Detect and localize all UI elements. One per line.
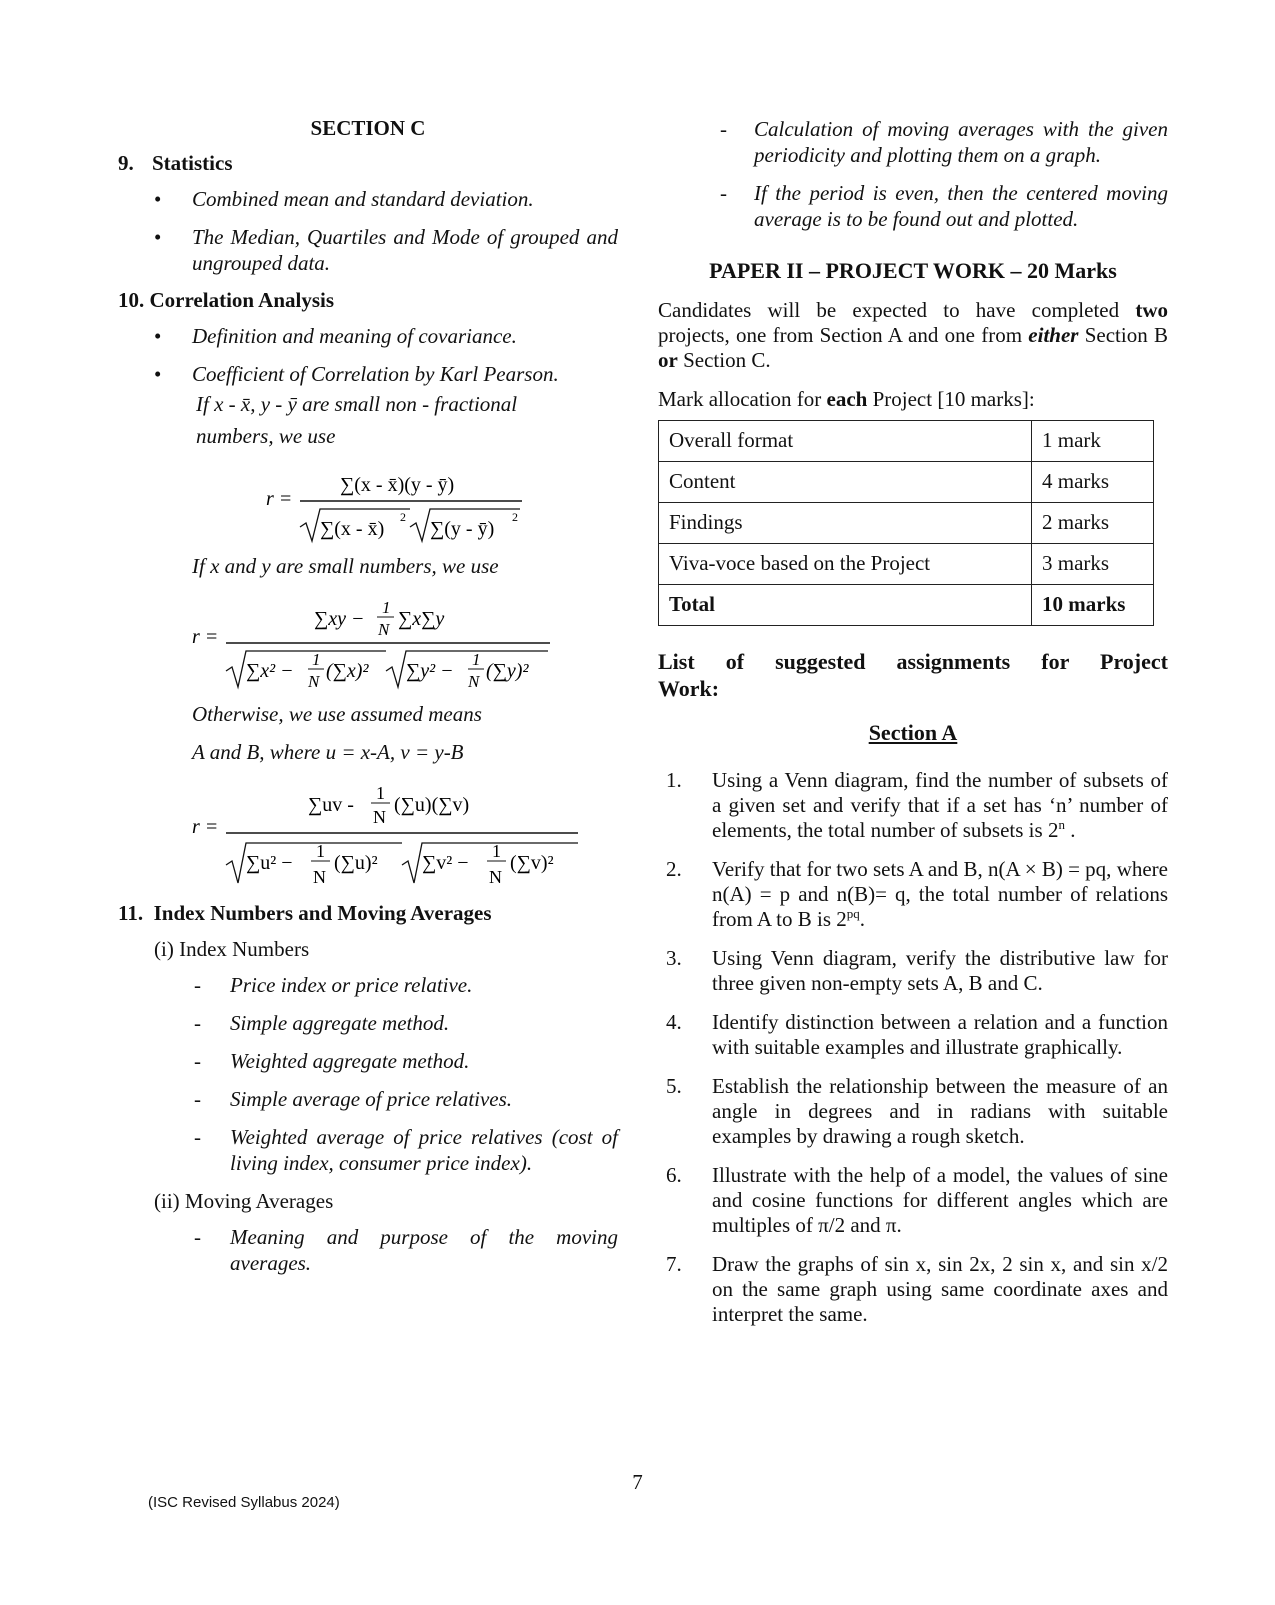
table-cell: 3 marks bbox=[1032, 544, 1154, 585]
bullet-covariance: • Definition and meaning of covariance. bbox=[118, 323, 618, 349]
svg-text:(∑y)²: (∑y)² bbox=[486, 660, 529, 682]
table-row bbox=[659, 421, 1154, 462]
formula-pearson-assumed bbox=[118, 771, 618, 891]
svg-text:2: 2 bbox=[512, 510, 518, 524]
if-x-y-small: If x and y are small numbers, we use bbox=[192, 554, 499, 578]
heading-index-numbers: 11. Index Numbers and Moving Averages bbox=[118, 901, 492, 925]
otherwise-text: Otherwise, we use assumed means bbox=[192, 702, 482, 726]
svg-text:1: 1 bbox=[472, 650, 481, 669]
list-item: 4. Identify distinction between a relation and a function with suitable examples and illustrate graphically. bbox=[666, 1010, 1168, 1059]
table-row bbox=[659, 544, 1154, 585]
assignments-heading: List of suggested assignments for Project Work: bbox=[658, 649, 1168, 701]
svg-text:N: N bbox=[313, 867, 326, 887]
mark-allocation-text: Mark allocation for each Project [10 marks]: bbox=[658, 387, 1035, 411]
list-item: 7. Draw the graphs of sin x, sin 2x, 2 sin x, and sin x/2 on the same graph using same coordinate axes and interpret the same. bbox=[666, 1252, 1168, 1326]
dash-simple-average: - Simple average of price relatives. bbox=[118, 1086, 618, 1112]
table-cell: 4 marks bbox=[1032, 462, 1154, 503]
table-row bbox=[659, 503, 1154, 544]
dash-weighted-average: - Weighted average of price relatives (cost of living index, consumer price index). bbox=[118, 1124, 618, 1176]
dash-period-even: - If the period is even, then the centered moving average is to be found out and plotted. bbox=[658, 180, 1168, 232]
heading-statistics: 9. Statistics bbox=[118, 151, 233, 175]
dash-price-index: - Price index or price relative. bbox=[118, 972, 618, 998]
table-row bbox=[659, 462, 1154, 503]
svg-text:1: 1 bbox=[376, 783, 385, 803]
formula-pearson-direct bbox=[118, 589, 618, 693]
table-cell: Findings bbox=[659, 503, 1032, 544]
bullet-median: • The Median, Quartiles and Mode of grouped and ungrouped data. bbox=[118, 224, 618, 276]
svg-text:∑(y - ȳ): ∑(y - ȳ) bbox=[430, 518, 495, 540]
dash-simple-aggregate: - Simple aggregate method. bbox=[118, 1010, 618, 1036]
svg-text:(∑u)(∑v): (∑u)(∑v) bbox=[394, 794, 470, 816]
svg-text:1: 1 bbox=[316, 841, 325, 861]
list-item: 6. Illustrate with the help of a model, the values of sine and cosine functions for different angles which are multiples of π/2 and π. bbox=[666, 1163, 1168, 1237]
formula-pearson-basic bbox=[118, 453, 618, 545]
svg-text:∑u² −: ∑u² − bbox=[246, 852, 293, 874]
table-cell: Total bbox=[659, 585, 1032, 626]
table-cell: Content bbox=[659, 462, 1032, 503]
svg-text:∑xy −: ∑xy − bbox=[314, 608, 365, 630]
svg-text:∑x∑y: ∑x∑y bbox=[398, 608, 445, 630]
list-item: 1. Using a Venn diagram, find the number of subsets of a given set and verify that if a set has ‘n’ number of elements, the total number of subsets is 2$^n$ . bbox=[666, 768, 1168, 842]
svg-text:N: N bbox=[468, 672, 480, 691]
heading-correlation: 10. Correlation Analysis bbox=[118, 288, 335, 312]
table-cell: Viva-voce based on the Project bbox=[659, 544, 1032, 585]
footer-text: (ISC Revised Syllabus 2024) bbox=[148, 1494, 340, 1511]
table-cell: Overall format bbox=[659, 421, 1032, 462]
if-small-text: If x - x̄, y - ȳ are small non - fractional bbox=[196, 392, 518, 416]
svg-text:N: N bbox=[308, 672, 320, 691]
svg-text:N: N bbox=[378, 620, 390, 639]
svg-text:1: 1 bbox=[312, 650, 321, 669]
table-cell: 10 marks bbox=[1032, 585, 1154, 626]
svg-text:(∑x)²: (∑x)² bbox=[326, 660, 369, 682]
section-a-heading: Section A bbox=[868, 720, 958, 745]
candidates-paragraph: Candidates will be expected to have completed two projects, one from Section A and one from either Section B or Section C. bbox=[658, 298, 1168, 372]
right-column bbox=[658, 116, 1168, 1341]
numbers-we-use: numbers, we use bbox=[196, 424, 336, 448]
paper-ii-title: PAPER II – PROJECT WORK – 20 Marks bbox=[709, 258, 1117, 283]
dash-meaning-purpose: - Meaning and purpose of the moving averages. bbox=[118, 1224, 618, 1276]
svg-text:2: 2 bbox=[400, 510, 406, 524]
marks-table bbox=[658, 420, 1154, 626]
svg-text:r =: r = bbox=[192, 816, 219, 838]
svg-text:r =: r = bbox=[266, 488, 293, 510]
left-column bbox=[118, 116, 618, 1288]
subheading-index-numbers: (i) Index Numbers bbox=[154, 937, 310, 961]
svg-text:∑(x - x̄): ∑(x - x̄) bbox=[320, 518, 385, 540]
svg-text:(∑v)²: (∑v)² bbox=[510, 852, 554, 874]
dash-weighted-aggregate: - Weighted aggregate method. bbox=[118, 1048, 618, 1074]
bullet-combined-mean: • Combined mean and standard deviation. bbox=[118, 186, 618, 212]
section-c-title: SECTION C bbox=[310, 116, 426, 140]
table-cell: 1 mark bbox=[1032, 421, 1154, 462]
svg-text:1: 1 bbox=[382, 598, 391, 617]
assumed-means-text: A and B, where u = x-A, v = y-B bbox=[192, 740, 464, 764]
bullet-karl-pearson: • Coefficient of Correlation by Karl Pearson. bbox=[118, 361, 618, 387]
svg-text:∑v² −: ∑v² − bbox=[422, 852, 469, 874]
svg-text:N: N bbox=[489, 867, 502, 887]
subheading-moving-averages: (ii) Moving Averages bbox=[154, 1189, 334, 1213]
list-item: 2. Verify that for two sets A and B, n(A × B) = pq, where n(A) = p and n(B)= q, the total number of relations from A to B is $2^{pq}$. bbox=[666, 857, 1168, 931]
svg-text:(∑u)²: (∑u)² bbox=[334, 852, 378, 874]
page-number: 7 bbox=[632, 1470, 643, 1494]
svg-text:∑y² −: ∑y² − bbox=[406, 660, 454, 682]
svg-text:∑uv -: ∑uv - bbox=[308, 794, 354, 816]
table-row-total bbox=[659, 585, 1154, 626]
list-item: 3. Using Venn diagram, verify the distributive law for three given non-empty sets A, B and C. bbox=[666, 946, 1168, 995]
svg-text:∑x² −: ∑x² − bbox=[246, 660, 294, 682]
svg-text:N: N bbox=[373, 807, 386, 827]
dash-calculation-moving: - Calculation of moving averages with the given periodicity and plotting them on a graph. bbox=[658, 116, 1168, 168]
svg-text:∑(x - x̄)(y - ȳ): ∑(x - x̄)(y - ȳ) bbox=[340, 474, 455, 496]
svg-text:1: 1 bbox=[492, 841, 501, 861]
list-item: 5. Establish the relationship between the measure of an angle in degrees and in radians with suitable examples by drawing a rough sketch. bbox=[666, 1074, 1168, 1148]
svg-text:r =: r = bbox=[192, 626, 219, 648]
table-cell: 2 marks bbox=[1032, 503, 1154, 544]
